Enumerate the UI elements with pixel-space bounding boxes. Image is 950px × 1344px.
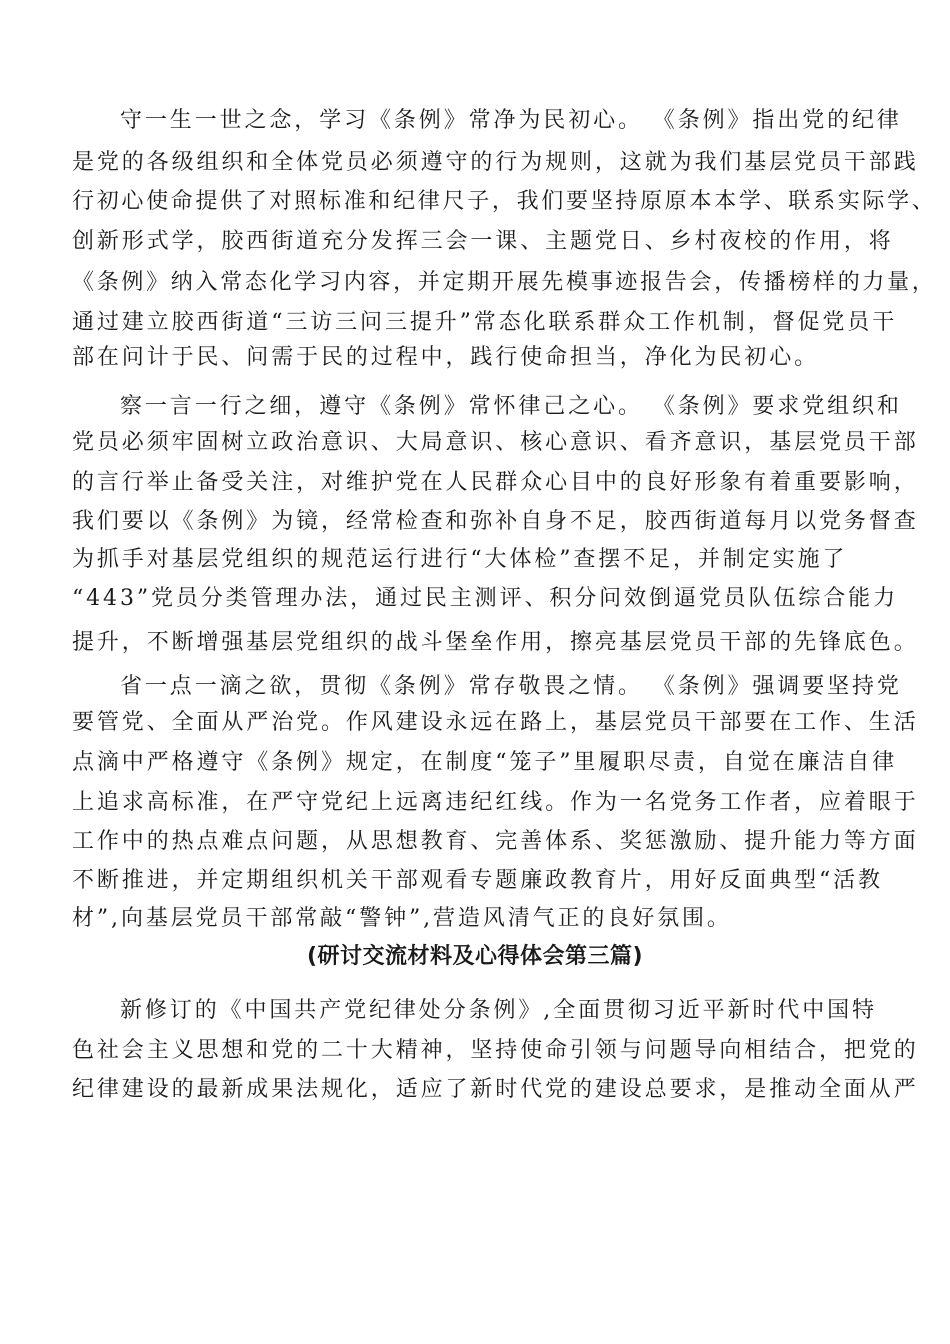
paragraph-line: 我们要以《条例》为镜，经常检查和弥补自身不足，胶西街道每月以党务督查 xyxy=(72,509,919,534)
paragraph-line: 工作中的热点难点问题，从思想教育、完善体系、奖惩激励、提升能力等方面 xyxy=(72,829,919,854)
paragraph-line: 《条例》纳入常态化学习内容，并定期开展先模事迹报告会，传播榜样的力量， xyxy=(72,270,937,295)
paragraph-line: 省一点一滴之欲，贯彻《条例》常存敬畏之情。 《条例》强调要坚持党 xyxy=(120,674,902,699)
paragraph-line: 纪律建设的最新成果法规化，适应了新时代党的建设总要求，是推动全面从严 xyxy=(72,1077,919,1102)
paragraph-line: 要管党、全面从严治党。作风建设永远在路上，基层党员干部要在工作、生活 xyxy=(72,710,919,735)
paragraph-line: 通过建立胶西街道“三访三问三提升”常态化联系群众工作机制，督促党员干 xyxy=(72,310,898,335)
paragraph-line: 材”,向基层党员干部常敲“警钟”,营造风清气正的良好氛围。 xyxy=(72,906,732,931)
paragraph-line: 创新形式学，胶西街道充分发挥三会一课、主题党日、乡村夜校的作用，将 xyxy=(72,229,894,254)
paragraph-line: 守一生一世之念，学习《条例》常净为民初心。 《条例》指出党的纪律 xyxy=(120,108,902,133)
paragraph-line: 的言行举止备受关注，对维护党在人民群众心目中的良好形象有着重要影响， xyxy=(72,470,919,495)
paragraph-line: 部在问计于民、问需于民的过程中，践行使命担当，净化为民初心。 xyxy=(72,345,820,370)
paragraph-line: 党员必须牢固树立政治意识、大局意识、核心意识、看齐意识，基层党员干部 xyxy=(72,430,919,455)
paragraph-line: 不断推进，并定期组织机关干部观看专题廉政教育片，用好反面典型“活教 xyxy=(72,868,883,893)
section-heading: (研讨交流材料及心得体会第三篇) xyxy=(306,944,644,969)
paragraph-line: 色社会主义思想和党的二十大精神，坚持使命引领与问题导向相结合，把党的 xyxy=(72,1038,919,1063)
paragraph-line: 行初心使命提供了对照标准和纪律尺子，我们要坚持原原本本学、联系实际学、 xyxy=(72,189,937,214)
paragraph-line: 上追求高标准，在严守党纪上远离违纪红线。作为一名党务工作者，应着眼于 xyxy=(72,790,919,815)
paragraph-line: 是党的各级组织和全体党员必须遵守的行为规则，这就为我们基层党员干部践 xyxy=(72,150,919,175)
paragraph-line: “443”党员分类管理办法，通过民主测评、积分问效倒逼党员队伍综合能力 xyxy=(72,586,898,611)
paragraph-line: 新修订的《中国共产党纪律处分条例》,全面贯彻习近平新时代中国特 xyxy=(120,998,877,1023)
paragraph-line: 为抓手对基层党组织的规范运行进行“大体检”查摆不足，并制定实施了 xyxy=(72,547,848,572)
paragraph-line: 提升，不断增强基层党组织的战斗堡垒作用，擦亮基层党员干部的先锋底色。 xyxy=(72,630,919,655)
paragraph-line: 点滴中严格遵守《条例》规定，在制度“笼子”里履职尽责，自觉在廉洁自律 xyxy=(72,750,898,775)
paragraph-line: 察一言一行之细，遵守《条例》常怀律己之心。 《条例》要求党组织和 xyxy=(120,394,902,419)
